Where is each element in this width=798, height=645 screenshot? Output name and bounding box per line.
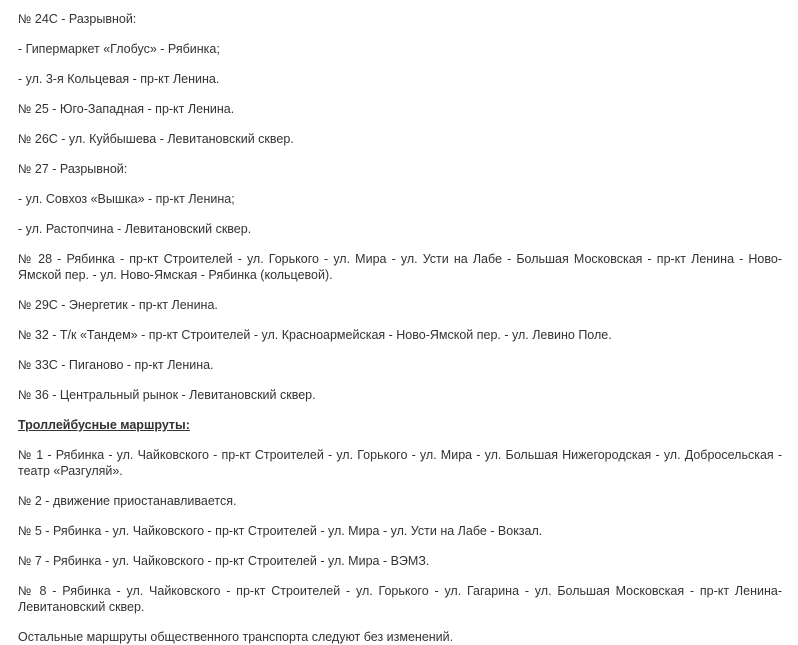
- trolleybus-heading: Троллейбусные маршруты:: [18, 418, 190, 432]
- route-33c: № 33С - Пиганово - пр-кт Ленина.: [18, 358, 214, 372]
- route-27-branch-1: - ул. Совхоз «Вышка» - пр-кт Ленина;: [18, 192, 235, 206]
- route-29c: № 29С - Энергетик - пр-кт Ленина.: [18, 298, 218, 312]
- trolleybus-route-2: № 2 - движение приостанавливается.: [18, 494, 237, 508]
- route-25: № 25 - Юго-Западная - пр-кт Ленина.: [18, 102, 235, 116]
- trolleybus-route-8: № 8 - Рябинка - ул. Чайковского - пр-кт Строителей - ул. Горького - ул. Гагарина - ул. Большая Московская - пр-кт Ленина- Левитановский сквер.: [18, 584, 782, 614]
- route-32: № 32 - Т/к «Тандем» - пр-кт Строителей - ул. Красноармейская - Ново-Ямской пер. - ул. Левино Поле.: [18, 328, 612, 342]
- route-24c-branch-2: - ул. 3-я Кольцевая - пр-кт Ленина.: [18, 72, 220, 86]
- footer-note: Остальные маршруты общественного транспорта следуют без изменений.: [18, 630, 454, 644]
- trolleybus-route-5: № 5 - Рябинка - ул. Чайковского - пр-кт Строителей - ул. Мира - ул. Усти на Лабе - Вокзал.: [18, 524, 543, 538]
- route-24c: № 24С - Разрывной:: [18, 12, 137, 26]
- route-27-branch-2: - ул. Растопчина - Левитановский сквер.: [18, 222, 252, 236]
- route-24c-branch-1: - Гипермаркет «Глобус» - Рябинка;: [18, 42, 220, 56]
- trolleybus-route-1: № 1 - Рябинка - ул. Чайковского - пр-кт Строителей - ул. Горького - ул. Мира - ул. Большая Нижегородская - ул. Добросельская - театр «Разгуляй».: [18, 448, 782, 478]
- trolleybus-route-7: № 7 - Рябинка - ул. Чайковского - пр-кт Строителей - ул. Мира - ВЭМЗ.: [18, 554, 430, 568]
- route-36: № 36 - Центральный рынок - Левитановский сквер.: [18, 388, 316, 402]
- route-28: № 28 - Рябинка - пр-кт Строителей - ул. Горького - ул. Мира - ул. Усти на Лабе - Большая Московская - пр-кт Ленина - Ново-Ямской пер. - ул. Ново-Ямская - Рябинка (кольцевой).: [18, 252, 782, 282]
- route-27: № 27 - Разрывной:: [18, 162, 128, 176]
- route-26c: № 26С - ул. Куйбышева - Левитановский сквер.: [18, 132, 294, 146]
